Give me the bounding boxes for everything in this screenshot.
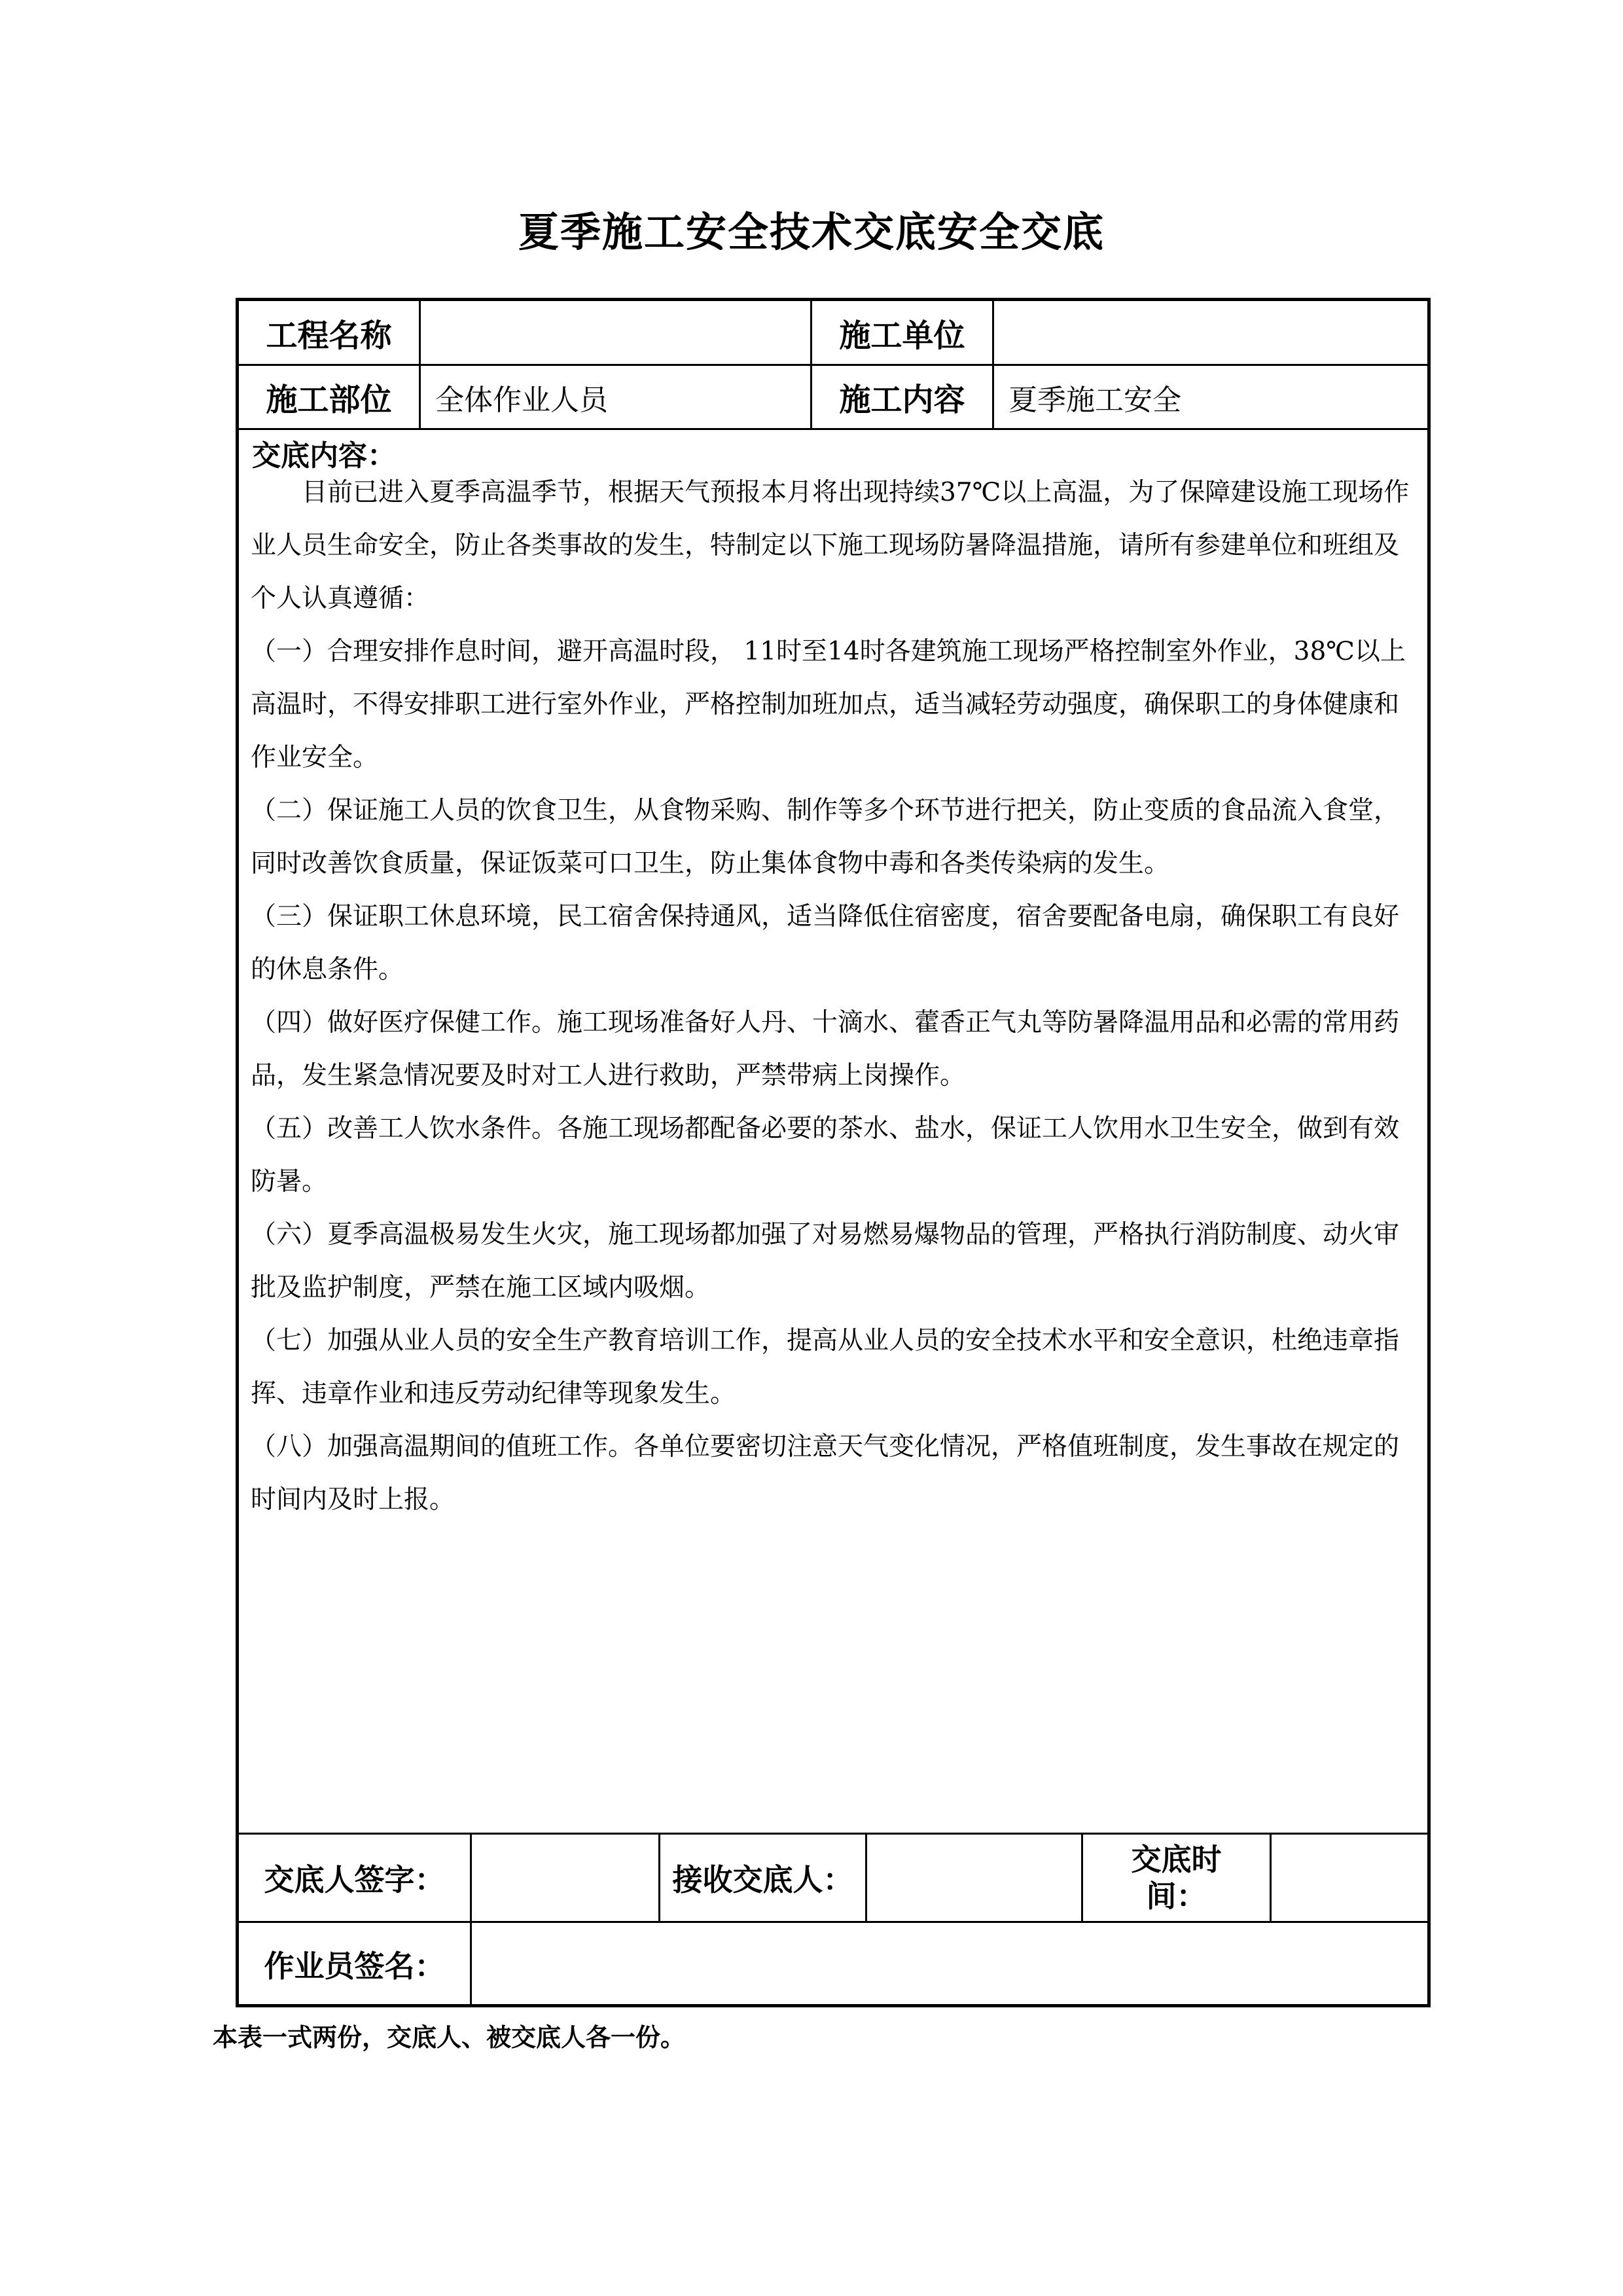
measure-item: （八）加强高温期间的值班工作。各单位要密切注意天气变化情况，严格值班制度，发生事故在规定的时间内及时上报。 — [251, 1432, 1400, 1515]
receiver-signature-field[interactable] — [867, 1835, 1081, 1921]
construction-content-label: 施工内容 — [839, 382, 965, 418]
measure-item: （二）保证施工人员的饮食卫生，从食物采购、制作等多个环节进行把关，防止变质的食品流入食堂，同时改善饮食质量，保证饭菜可口卫生，防止集体食物中毒和各类传染病的发生。 — [251, 796, 1400, 878]
construction-part-label: 施工部位 — [266, 382, 392, 418]
measure-item: （四）做好医疗保健工作。施工现场准备好人丹、十滴水、藿香正气丸等防暑降温用品和必需的常用药品，发生紧急情况要及时对工人进行救助，严禁带病上岗操作。 — [251, 1008, 1400, 1090]
intro-paragraph: 目前已进入夏季高温季节，根据天气预报本月将出现持续37℃以上高温，为了保障建设施工现场作业人员生命安全，防止各类事故的发生，特制定以下施工现场防暑降温措施，请所有参建单位和班组及个人认真遵循： — [251, 478, 1410, 613]
disclosure-time-label-line1: 交底时 — [1131, 1842, 1222, 1877]
page-title: 夏季施工安全技术交底安全交底 — [518, 208, 1105, 256]
disclosure-time-field[interactable] — [1272, 1835, 1427, 1921]
discloser-signature-field[interactable] — [472, 1835, 658, 1921]
workers-signature-label: 作业员签名： — [264, 1948, 445, 1984]
construction-part-field[interactable]: 全体作业人员 — [435, 383, 608, 417]
measure-item: （三）保证职工休息环境，民工宿舍保持通风，适当降低住宿密度，宿舍要配备电扇，确保职工有良好的休息条件。 — [251, 902, 1400, 984]
construction-content-field[interactable]: 夏季施工安全 — [1008, 383, 1181, 417]
workers-signature-field[interactable] — [472, 1923, 1427, 2005]
project-name-field[interactable] — [421, 301, 810, 364]
disclosure-time-label-line2: 间： — [1146, 1878, 1207, 1914]
measure-item: （七）加强从业人员的安全生产教育培训工作，提高从业人员的安全技术水平和安全意识，杜绝违章指挥、违章作业和违反劳动纪律等现象发生。 — [251, 1326, 1400, 1408]
project-name-label: 工程名称 — [266, 317, 392, 354]
disclosure-time-label — [1083, 1835, 1270, 1921]
discloser-signature-label: 交底人签字： — [264, 1862, 445, 1897]
content-heading: 交底内容： — [252, 439, 396, 473]
measure-item: （六）夏季高温极易发生火灾，施工现场都加强了对易燃易爆物品的管理，严格执行消防制度、动火审批及监护制度，严禁在施工区域内吸烟。 — [251, 1220, 1400, 1302]
measure-item: （一）合理安排作息时间，避开高温时段， 11时至14时各建筑施工现场严格控制室外作业，38℃以上高温时，不得安排职工进行室外作业，严格控制加班加点，适当减轻劳动强度，确保职工的身体健康和作业安全。 — [251, 637, 1406, 772]
row-divider — [238, 428, 1429, 430]
measure-item: （五）改善工人饮水条件。各施工现场都配备必要的茶水、盐水，保证工人饮用水卫生安全，做到有效防暑。 — [251, 1114, 1400, 1196]
receiver-label: 接收交底人： — [672, 1862, 853, 1897]
construction-unit-label: 施工单位 — [839, 317, 965, 354]
construction-unit-field[interactable] — [994, 301, 1427, 364]
disclosure-content — [251, 466, 1416, 1526]
footnote: 本表一式两份，交底人、被交底人各一份。 — [213, 2023, 686, 2052]
